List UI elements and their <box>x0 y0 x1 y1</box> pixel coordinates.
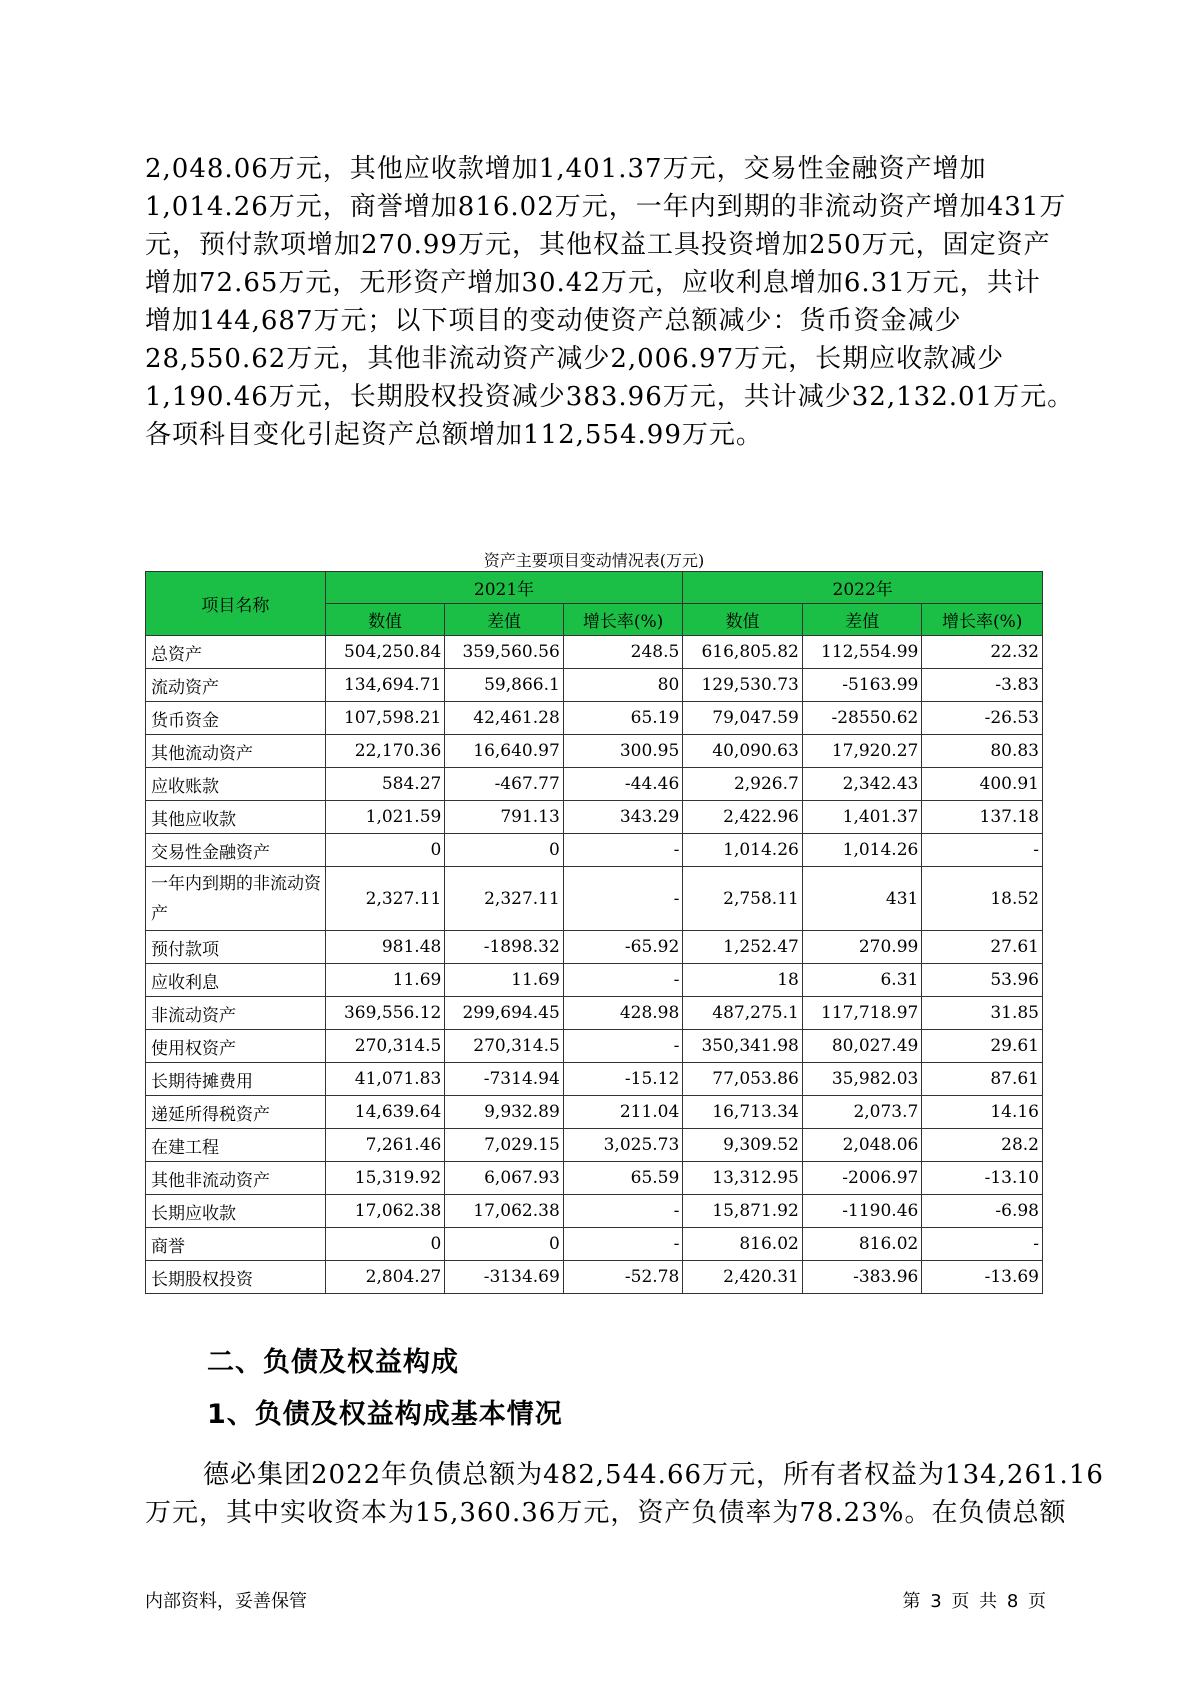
table-cell: 359,560.56 <box>445 636 563 669</box>
text-line: 28,550.62万元，其他非流动资产减少2,006.97万元，长期应收款减少 <box>145 344 1005 374</box>
table-cell: 7,029.15 <box>445 1129 563 1162</box>
text-line: 德必集团2022年负债总额为482,544.66万元，所有者权益为134,261.16 <box>203 1460 1104 1490</box>
table-cell: -3134.69 <box>445 1261 563 1294</box>
table-cell: 14.16 <box>922 1096 1043 1129</box>
table-cell: 107,598.21 <box>325 702 445 735</box>
table-cell: 11.69 <box>445 964 563 997</box>
table-cell: 65.59 <box>563 1162 683 1195</box>
text-line: 增加72.65万元，无形资产增加30.42万元，应收利息增加6.31万元，共计 <box>145 268 1041 298</box>
table-cell: 28.2 <box>922 1129 1043 1162</box>
table-cell: 117,718.97 <box>802 997 922 1030</box>
table-row <box>146 702 1043 735</box>
table-cell: -467.77 <box>445 768 563 801</box>
table-cell: - <box>922 834 1043 867</box>
table-cell: 79,047.59 <box>683 702 803 735</box>
table-cell: 270.99 <box>802 931 922 964</box>
row-item-name: 递延所得税资产 <box>146 1096 326 1129</box>
table-cell: 112,554.99 <box>802 636 922 669</box>
table-cell: 17,062.38 <box>325 1195 445 1228</box>
asset-change-table <box>145 571 1043 1294</box>
table-cell: 80 <box>563 669 683 702</box>
table-row <box>146 1228 1043 1261</box>
table-cell: 77,053.86 <box>683 1063 803 1096</box>
table-cell: 791.13 <box>445 801 563 834</box>
table-cell: 15,871.92 <box>683 1195 803 1228</box>
table-cell: 31.85 <box>922 997 1043 1030</box>
text-line: 元，预付款项增加270.99万元，其他权益工具投资增加250万元，固定资产 <box>145 230 1051 260</box>
table-cell: 270,314.5 <box>325 1030 445 1063</box>
table-cell: -383.96 <box>802 1261 922 1294</box>
table-cell: 22.32 <box>922 636 1043 669</box>
table-cell: 299,694.45 <box>445 997 563 1030</box>
row-item-name: 总资产 <box>146 636 326 669</box>
table-cell: - <box>563 1195 683 1228</box>
table-cell: 11.69 <box>325 964 445 997</box>
table-cell: 9,932.89 <box>445 1096 563 1129</box>
table-cell: 343.29 <box>563 801 683 834</box>
row-item-name: 长期应收款 <box>146 1195 326 1228</box>
row-item-name: 长期股权投资 <box>146 1261 326 1294</box>
table-cell: 137.18 <box>922 801 1043 834</box>
table-cell: 584.27 <box>325 768 445 801</box>
table-cell: 1,252.47 <box>683 931 803 964</box>
table-cell: - <box>563 964 683 997</box>
table-cell: 80.83 <box>922 735 1043 768</box>
table-cell: 3,025.73 <box>563 1129 683 1162</box>
table-row <box>146 834 1043 867</box>
table-row <box>146 1030 1043 1063</box>
row-item-name: 应收账款 <box>146 768 326 801</box>
table-row <box>146 964 1043 997</box>
header-growth-2022: 增长率(%) <box>922 604 1043 636</box>
intro-paragraph <box>145 150 1075 454</box>
text-line: 各项科目变化引起资产总额增加112,554.99万元。 <box>145 420 763 450</box>
table-row <box>146 801 1043 834</box>
table-row <box>146 997 1043 1030</box>
table-row <box>146 931 1043 964</box>
table-cell: 2,420.31 <box>683 1261 803 1294</box>
table-cell: 2,342.43 <box>802 768 922 801</box>
table-row <box>146 1162 1043 1195</box>
table-cell: 0 <box>445 834 563 867</box>
row-item-name: 长期待摊费用 <box>146 1063 326 1096</box>
row-item-name: 交易性金融资产 <box>146 834 326 867</box>
table-cell: 1,014.26 <box>802 834 922 867</box>
table-row <box>146 1096 1043 1129</box>
table-cell: 816.02 <box>683 1228 803 1261</box>
table-body <box>146 636 1043 1294</box>
table-cell: -5163.99 <box>802 669 922 702</box>
header-year-2022: 2022年 <box>683 572 1043 604</box>
table-row <box>146 1129 1043 1162</box>
table-cell: 0 <box>325 834 445 867</box>
header-row-years <box>146 572 1043 604</box>
table-cell: 16,713.34 <box>683 1096 803 1129</box>
table-cell: 616,805.82 <box>683 636 803 669</box>
table-cell: 2,073.7 <box>802 1096 922 1129</box>
table-row <box>146 1195 1043 1228</box>
table-cell: 6,067.93 <box>445 1162 563 1195</box>
table-cell: -13.69 <box>922 1261 1043 1294</box>
table-cell: 369,556.12 <box>325 997 445 1030</box>
table-row <box>146 636 1043 669</box>
table-cell: 300.95 <box>563 735 683 768</box>
table-cell: 350,341.98 <box>683 1030 803 1063</box>
table-cell: 35,982.03 <box>802 1063 922 1096</box>
header-growth-2021: 增长率(%) <box>563 604 683 636</box>
table-cell: 53.96 <box>922 964 1043 997</box>
row-item-name: 货币资金 <box>146 702 326 735</box>
table-cell: -52.78 <box>563 1261 683 1294</box>
table-cell: 248.5 <box>563 636 683 669</box>
table-cell: 7,261.46 <box>325 1129 445 1162</box>
table-cell: 2,048.06 <box>802 1129 922 1162</box>
table-cell: 2,804.27 <box>325 1261 445 1294</box>
table-cell: -6.98 <box>922 1195 1043 1228</box>
table-cell: 0 <box>325 1228 445 1261</box>
table-cell: 6.31 <box>802 964 922 997</box>
table-cell: 134,694.71 <box>325 669 445 702</box>
liability-paragraph <box>145 1456 1104 1532</box>
table-cell: 17,920.27 <box>802 735 922 768</box>
table-cell: 22,170.36 <box>325 735 445 768</box>
table-cell: -3.83 <box>922 669 1043 702</box>
header-item-name: 项目名称 <box>146 572 326 636</box>
row-item-name: 其他流动资产 <box>146 735 326 768</box>
table-cell: -28550.62 <box>802 702 922 735</box>
table-cell: 211.04 <box>563 1096 683 1129</box>
row-item-name: 流动资产 <box>146 669 326 702</box>
row-item-name: 使用权资产 <box>146 1030 326 1063</box>
row-item-name: 应收利息 <box>146 964 326 997</box>
table-cell: 2,327.11 <box>325 867 445 931</box>
table-row <box>146 867 1043 931</box>
table-cell: 41,071.83 <box>325 1063 445 1096</box>
row-item-name: 其他非流动资产 <box>146 1162 326 1195</box>
table-cell: -15.12 <box>563 1063 683 1096</box>
table-cell: 1,401.37 <box>802 801 922 834</box>
header-diff-2021: 差值 <box>445 604 563 636</box>
table-cell: 2,926.7 <box>683 768 803 801</box>
table-row <box>146 735 1043 768</box>
header-value-2022: 数值 <box>683 604 803 636</box>
header-diff-2022: 差值 <box>802 604 922 636</box>
table-cell: 400.91 <box>922 768 1043 801</box>
row-item-name: 其他应收款 <box>146 801 326 834</box>
text-line: 2,048.06万元，其他应收款增加1,401.37万元，交易性金融资产增加 <box>145 154 987 184</box>
footer-confidential-note: 内部资料，妥善保管 <box>145 1591 307 1612</box>
row-item-name: 在建工程 <box>146 1129 326 1162</box>
table-cell: 65.19 <box>563 702 683 735</box>
table-cell: 9,309.52 <box>683 1129 803 1162</box>
text-line: 1,190.46万元，长期股权投资减少383.96万元，共计减少32,132.01万元。 <box>145 382 1075 412</box>
table-cell: - <box>563 1030 683 1063</box>
table-cell: 40,090.63 <box>683 735 803 768</box>
table-cell: 87.61 <box>922 1063 1043 1096</box>
table-cell: - <box>563 867 683 931</box>
table-cell: -13.10 <box>922 1162 1043 1195</box>
row-item-name: 预付款项 <box>146 931 326 964</box>
table-cell: -7314.94 <box>445 1063 563 1096</box>
table-cell: 18.52 <box>922 867 1043 931</box>
table-cell: 270,314.5 <box>445 1030 563 1063</box>
table-caption: 资产主要项目变动情况表(万元) <box>483 551 705 570</box>
text-line: 万元，其中实收资本为15,360.36万元，资产负债率为78.23%。在负债总额 <box>145 1498 1067 1528</box>
row-item-name: 商誉 <box>146 1228 326 1261</box>
table-cell: -1898.32 <box>445 931 563 964</box>
table-cell: 129,530.73 <box>683 669 803 702</box>
row-item-name: 一年内到期的非流动资产 <box>146 867 326 931</box>
footer-page-number: 第 3 页 共 8 页 <box>902 1591 1046 1612</box>
row-item-name: 非流动资产 <box>146 997 326 1030</box>
table-cell: 27.61 <box>922 931 1043 964</box>
table-cell: 80,027.49 <box>802 1030 922 1063</box>
table-cell: 59,866.1 <box>445 669 563 702</box>
table-cell: -65.92 <box>563 931 683 964</box>
table-cell: 29.61 <box>922 1030 1043 1063</box>
table-cell: 2,758.11 <box>683 867 803 931</box>
table-cell: 13,312.95 <box>683 1162 803 1195</box>
table-cell: 18 <box>683 964 803 997</box>
table-cell: 2,422.96 <box>683 801 803 834</box>
header-year-2021: 2021年 <box>325 572 683 604</box>
table-row <box>146 1261 1043 1294</box>
table-cell: 2,327.11 <box>445 867 563 931</box>
table-cell: -26.53 <box>922 702 1043 735</box>
table-cell: 42,461.28 <box>445 702 563 735</box>
table-cell: -1190.46 <box>802 1195 922 1228</box>
table-cell: 504,250.84 <box>325 636 445 669</box>
text-line: 1,014.26万元，商誉增加816.02万元，一年内到期的非流动资产增加431万 <box>145 192 1067 222</box>
table-cell: 816.02 <box>802 1228 922 1261</box>
table-cell: -44.46 <box>563 768 683 801</box>
table-cell: - <box>563 834 683 867</box>
header-value-2021: 数值 <box>325 604 445 636</box>
table-cell: 0 <box>445 1228 563 1261</box>
table-row <box>146 768 1043 801</box>
table-cell: 17,062.38 <box>445 1195 563 1228</box>
table-cell: 1,021.59 <box>325 801 445 834</box>
table-cell: 16,640.97 <box>445 735 563 768</box>
table-cell: 428.98 <box>563 997 683 1030</box>
table-cell: - <box>563 1228 683 1261</box>
table-cell: 431 <box>802 867 922 931</box>
table-cell: 487,275.1 <box>683 997 803 1030</box>
table-cell: - <box>922 1228 1043 1261</box>
table-cell: 1,014.26 <box>683 834 803 867</box>
section-heading: 二、负债及权益构成 <box>207 1347 459 1378</box>
table-cell: 14,639.64 <box>325 1096 445 1129</box>
table-cell: -2006.97 <box>802 1162 922 1195</box>
text-line: 增加144,687万元；以下项目的变动使资产总额减少：货币资金减少 <box>145 306 962 336</box>
table-cell: 981.48 <box>325 931 445 964</box>
subsection-heading: 1、负债及权益构成基本情况 <box>207 1399 563 1430</box>
table-row <box>146 1063 1043 1096</box>
table-row <box>146 669 1043 702</box>
table-cell: 15,319.92 <box>325 1162 445 1195</box>
